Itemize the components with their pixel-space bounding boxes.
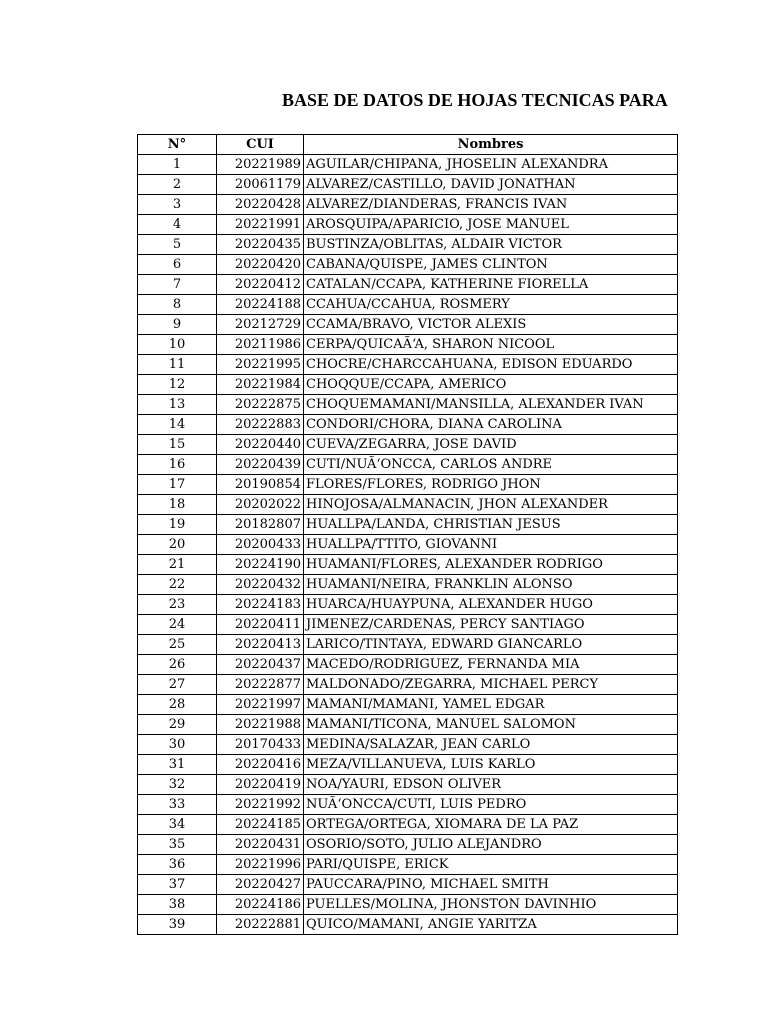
row-number-cell: 31 [138,755,217,775]
row-name-cell: OSORIO/SOTO, JULIO ALEJANDRO [304,835,678,855]
row-cui-cell: 20221992 [217,795,304,815]
table-row [138,435,678,455]
table-row [138,895,678,915]
table-row [138,515,678,535]
row-cui-cell: 20220440 [217,435,304,455]
table-row [138,395,678,415]
row-number-cell: 35 [138,835,217,855]
header-name: Nombres [304,135,678,155]
table-row [138,795,678,815]
row-name-cell: CUEVA/ZEGARRA, JOSE DAVID [304,435,678,455]
row-number-cell: 25 [138,635,217,655]
row-cui-cell: 20224185 [217,815,304,835]
row-number-cell: 16 [138,455,217,475]
table-row [138,675,678,695]
table-row [138,555,678,575]
row-cui-cell: 20224186 [217,895,304,915]
row-name-cell: NOA/YAURI, EDSON OLIVER [304,775,678,795]
row-number-cell: 9 [138,315,217,335]
row-cui-cell: 20220435 [217,235,304,255]
row-number-cell: 36 [138,855,217,875]
row-name-cell: CHOQUEMAMANI/MANSILLA, ALEXANDER IVAN [304,395,678,415]
row-cui-cell: 20220428 [217,195,304,215]
row-number-cell: 3 [138,195,217,215]
student-table [137,134,678,935]
row-cui-cell: 20220420 [217,255,304,275]
table-row [138,415,678,435]
table-row [138,375,678,395]
row-number-cell: 7 [138,275,217,295]
row-name-cell: MALDONADO/ZEGARRA, MICHAEL PERCY [304,675,678,695]
table-row [138,295,678,315]
row-cui-cell: 20220411 [217,615,304,635]
table-row [138,775,678,795]
row-name-cell: PUELLES/MOLINA, JHONSTON DAVINHIO [304,895,678,915]
row-name-cell: CHOQQUE/CCAPA, AMERICO [304,375,678,395]
row-cui-cell: 20170433 [217,735,304,755]
row-name-cell: HUAMANI/FLORES, ALEXANDER RODRIGO [304,555,678,575]
row-cui-cell: 20222877 [217,675,304,695]
row-cui-cell: 20221984 [217,375,304,395]
table-row [138,735,678,755]
row-cui-cell: 20224188 [217,295,304,315]
row-name-cell: ALVAREZ/CASTILLO, DAVID JONATHAN [304,175,678,195]
row-number-cell: 38 [138,895,217,915]
row-name-cell: JIMENEZ/CARDENAS, PERCY SANTIAGO [304,615,678,635]
row-number-cell: 18 [138,495,217,515]
row-number-cell: 6 [138,255,217,275]
row-number-cell: 19 [138,515,217,535]
row-cui-cell: 20200433 [217,535,304,555]
row-name-cell: CHOCRE/CHARCCAHUANA, EDISON EDUARDO [304,355,678,375]
row-number-cell: 27 [138,675,217,695]
row-name-cell: CCAMA/BRAVO, VICTOR ALEXIS [304,315,678,335]
row-name-cell: MACEDO/RODRIGUEZ, FERNANDA MIA [304,655,678,675]
table-row [138,615,678,635]
row-name-cell: HUARCA/HUAYPUNA, ALEXANDER HUGO [304,595,678,615]
row-name-cell: ALVAREZ/DIANDERAS, FRANCIS IVAN [304,195,678,215]
table-row [138,355,678,375]
row-number-cell: 12 [138,375,217,395]
table-row [138,835,678,855]
row-number-cell: 23 [138,595,217,615]
row-number-cell: 26 [138,655,217,675]
row-number-cell: 24 [138,615,217,635]
row-number-cell: 20 [138,535,217,555]
row-cui-cell: 20202022 [217,495,304,515]
row-cui-cell: 20220437 [217,655,304,675]
row-name-cell: QUICO/MAMANI, ANGIE YARITZA [304,915,678,935]
row-number-cell: 10 [138,335,217,355]
table-row [138,315,678,335]
row-number-cell: 4 [138,215,217,235]
row-name-cell: AROSQUIPA/APARICIO, JOSE MANUEL [304,215,678,235]
table-row [138,855,678,875]
row-name-cell: CABANA/QUISPE, JAMES CLINTON [304,255,678,275]
table-row [138,635,678,655]
table-row [138,475,678,495]
row-name-cell: CATALAN/CCAPA, KATHERINE FIORELLA [304,275,678,295]
table-row [138,695,678,715]
row-number-cell: 28 [138,695,217,715]
row-number-cell: 1 [138,155,217,175]
table-row [138,195,678,215]
row-name-cell: FLORES/FLORES, RODRIGO JHON [304,475,678,495]
row-cui-cell: 20220439 [217,455,304,475]
row-cui-cell: 20220419 [217,775,304,795]
row-cui-cell: 20221989 [217,155,304,175]
row-cui-cell: 20061179 [217,175,304,195]
row-name-cell: MAMANI/TICONA, MANUEL SALOMON [304,715,678,735]
row-cui-cell: 20222881 [217,915,304,935]
row-name-cell: CONDORI/CHORA, DIANA CAROLINA [304,415,678,435]
table-row [138,215,678,235]
row-name-cell: NUÃ‘ONCCA/CUTI, LUIS PEDRO [304,795,678,815]
row-name-cell: BUSTINZA/OBLITAS, ALDAIR VICTOR [304,235,678,255]
header-cui: CUI [217,135,304,155]
table-row [138,715,678,735]
table-row [138,455,678,475]
row-cui-cell: 20220412 [217,275,304,295]
row-number-cell: 21 [138,555,217,575]
table-row [138,595,678,615]
row-name-cell: MAMANI/MAMANI, YAMEL EDGAR [304,695,678,715]
table-row [138,495,678,515]
row-number-cell: 33 [138,795,217,815]
table-row [138,575,678,595]
row-number-cell: 32 [138,775,217,795]
row-name-cell: HUALLPA/TTITO, GIOVANNI [304,535,678,555]
table-body [138,155,678,935]
table-row [138,755,678,775]
table-row [138,915,678,935]
row-name-cell: HUAMANI/NEIRA, FRANKLIN ALONSO [304,575,678,595]
row-cui-cell: 20224190 [217,555,304,575]
row-name-cell: LARICO/TINTAYA, EDWARD GIANCARLO [304,635,678,655]
row-number-cell: 5 [138,235,217,255]
header-number: N° [138,135,217,155]
row-cui-cell: 20220413 [217,635,304,655]
row-cui-cell: 20221991 [217,215,304,235]
row-cui-cell: 20222875 [217,395,304,415]
table-row [138,875,678,895]
row-number-cell: 17 [138,475,217,495]
row-name-cell: CCAHUA/CCAHUA, ROSMERY [304,295,678,315]
row-name-cell: AGUILAR/CHIPANA, JHOSELIN ALEXANDRA [304,155,678,175]
row-name-cell: CUTI/NUÃ‘ONCCA, CARLOS ANDRE [304,455,678,475]
row-cui-cell: 20221988 [217,715,304,735]
row-name-cell: CERPA/QUICAÃ‘A, SHARON NICOOL [304,335,678,355]
row-number-cell: 37 [138,875,217,895]
row-number-cell: 30 [138,735,217,755]
row-number-cell: 13 [138,395,217,415]
row-cui-cell: 20220427 [217,875,304,895]
row-name-cell: PAUCCARA/PINO, MICHAEL SMITH [304,875,678,895]
row-number-cell: 8 [138,295,217,315]
row-cui-cell: 20224183 [217,595,304,615]
row-cui-cell: 20190854 [217,475,304,495]
table-row [138,815,678,835]
row-cui-cell: 20182807 [217,515,304,535]
row-cui-cell: 20211986 [217,335,304,355]
table-row [138,255,678,275]
table-row [138,655,678,675]
table-row [138,275,678,295]
row-name-cell: PARI/QUISPE, ERICK [304,855,678,875]
table-row [138,175,678,195]
table-header-row [138,135,678,155]
row-name-cell: MEZA/VILLANUEVA, LUIS KARLO [304,755,678,775]
row-cui-cell: 20220431 [217,835,304,855]
row-cui-cell: 20221997 [217,695,304,715]
row-cui-cell: 20221995 [217,355,304,375]
row-number-cell: 39 [138,915,217,935]
row-name-cell: MEDINA/SALAZAR, JEAN CARLO [304,735,678,755]
row-name-cell: HUALLPA/LANDA, CHRISTIAN JESUS [304,515,678,535]
row-name-cell: ORTEGA/ORTEGA, XIOMARA DE LA PAZ [304,815,678,835]
row-number-cell: 29 [138,715,217,735]
row-cui-cell: 20212729 [217,315,304,335]
row-number-cell: 22 [138,575,217,595]
row-number-cell: 15 [138,435,217,455]
row-cui-cell: 20221996 [217,855,304,875]
row-number-cell: 2 [138,175,217,195]
table-row [138,535,678,555]
row-cui-cell: 20222883 [217,415,304,435]
table-row [138,155,678,175]
document-title: BASE DE DATOS DE HOJAS TECNICAS PARA [282,90,668,110]
row-number-cell: 14 [138,415,217,435]
row-name-cell: HINOJOSA/ALMANACIN, JHON ALEXANDER [304,495,678,515]
row-number-cell: 34 [138,815,217,835]
row-number-cell: 11 [138,355,217,375]
table-row [138,235,678,255]
row-cui-cell: 20220432 [217,575,304,595]
row-cui-cell: 20220416 [217,755,304,775]
table-row [138,335,678,355]
